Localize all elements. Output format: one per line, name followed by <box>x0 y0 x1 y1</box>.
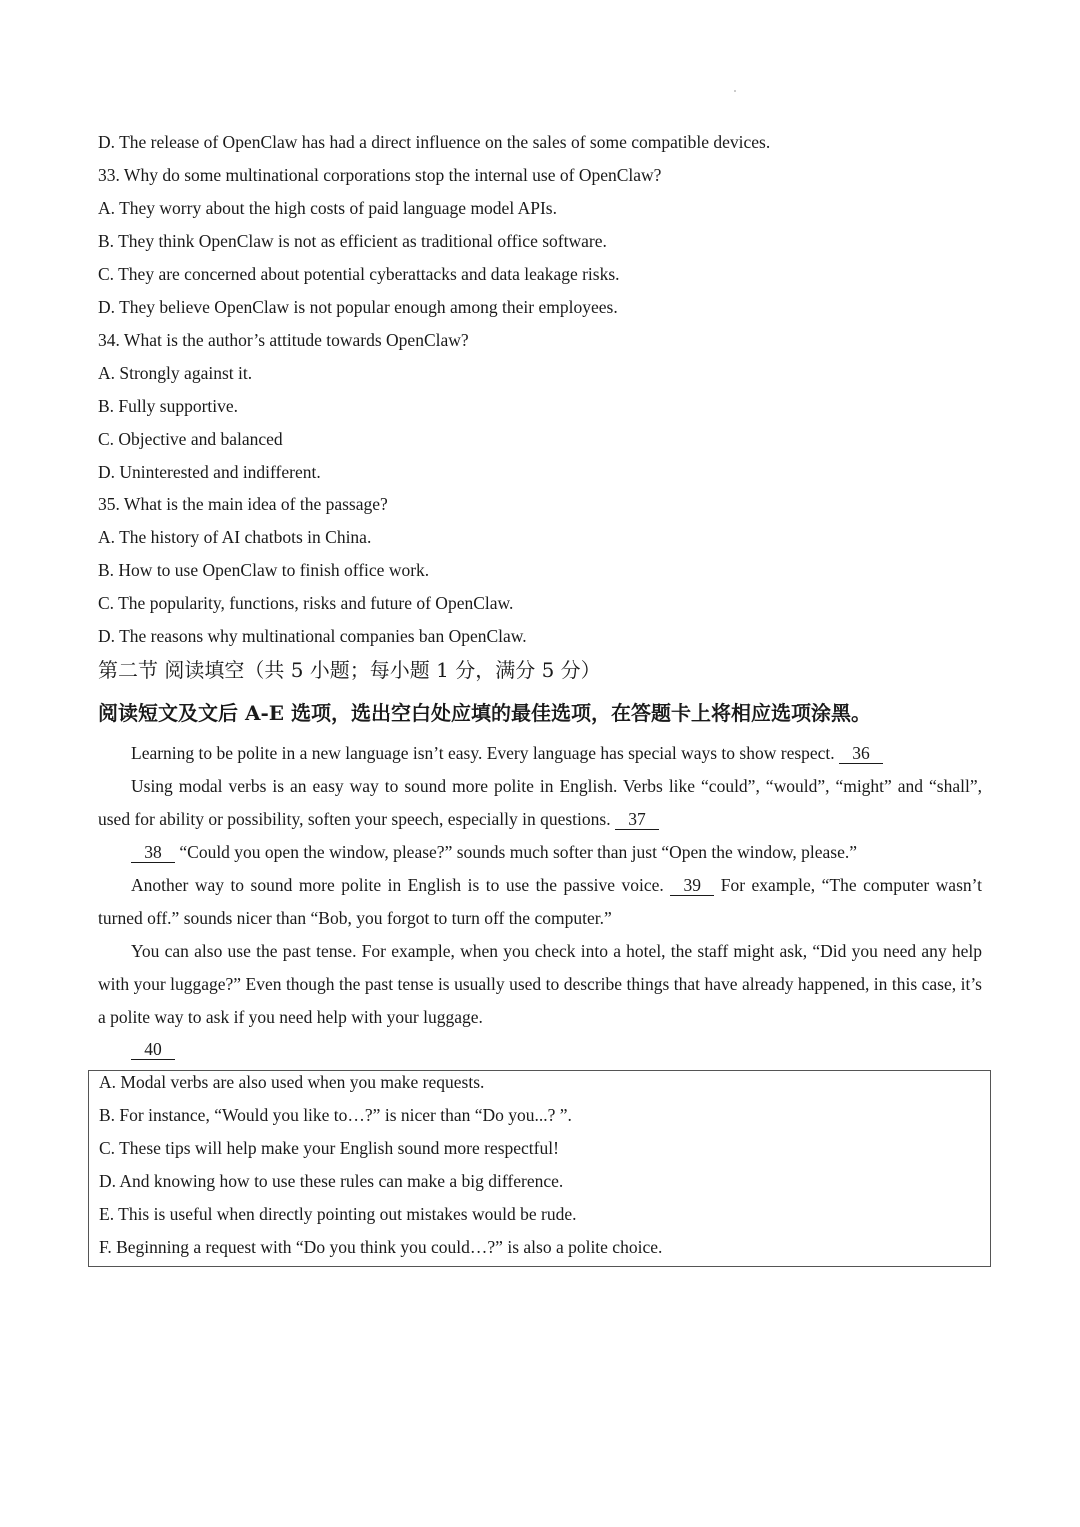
passage-text: Another way to sound more polite in English is to use the passive voice. <box>131 875 664 895</box>
section-instruction: 阅读短文及文后 A-E 选项，选出空白处应填的最佳选项，在答题卡上将相应选项涂黑。 <box>98 701 871 725</box>
q34-option-a: A. Strongly against it. <box>98 363 253 383</box>
passage-text: “Could you open the window, please?” sounds much softer than just “Open the window, please.” <box>179 842 858 862</box>
q33-option-d: D. They believe OpenClaw is not popular enough among their employees. <box>98 297 618 317</box>
q35-option-c: C. The popularity, functions, risks and future of OpenClaw. <box>98 593 514 613</box>
option-f: F. Beginning a request with “Do you think you could…?” is also a polite choice. <box>99 1237 663 1257</box>
passage-text: For example, “The computer wasn’t turned off.” sounds nicer than “Bob, you forgot to turn off the computer.” <box>98 875 983 928</box>
passage-paragraph-2 <box>98 770 982 836</box>
q34-option-d: D. Uninterested and indifferent. <box>98 462 321 482</box>
passage-paragraph-4 <box>98 869 982 935</box>
option-c: C. These tips will help make your English sound more respectful! <box>99 1138 559 1158</box>
options-box <box>88 1070 991 1267</box>
section-title: 第二节 阅读填空（共 5 小题；每小题 1 分，满分 5 分） <box>98 658 601 682</box>
passage-text: You can also use the past tense. For example, when you check into a hotel, the staff might ask, “Did you need any help with your luggage?” Even though the past tense is usually used to describe things that have already happened, in this case, it’s a polite way to ask if you need help with your luggage. <box>98 941 982 1027</box>
scan-speck <box>734 90 736 92</box>
option-e: E. This is useful when directly pointing out mistakes would be rude. <box>99 1204 577 1224</box>
blank-38: 38 <box>131 843 175 863</box>
q33-stem: 33. Why do some multinational corporations stop the internal use of OpenClaw? <box>98 165 662 185</box>
blank-40-line <box>131 1038 175 1060</box>
passage-paragraph-5 <box>98 935 982 1034</box>
passage-text: Learning to be polite in a new language isn’t easy. Every language has special ways to show respect. <box>131 743 835 763</box>
q34-stem: 34. What is the author’s attitude towards OpenClaw? <box>98 330 469 350</box>
q32-option-d: D. The release of OpenClaw has had a direct influence on the sales of some compatible devices. <box>98 132 771 152</box>
q33-option-c: C. They are concerned about potential cyberattacks and data leakage risks. <box>98 264 620 284</box>
q33-option-a: A. They worry about the high costs of paid language model APIs. <box>98 198 557 218</box>
blank-36: 36 <box>839 744 883 764</box>
q34-option-c: C. Objective and balanced <box>98 429 283 449</box>
blank-37: 37 <box>615 810 659 830</box>
option-b: B. For instance, “Would you like to…?” is nicer than “Do you...? ”. <box>99 1105 572 1125</box>
q33-option-b: B. They think OpenClaw is not as efficient as traditional office software. <box>98 231 607 251</box>
q35-option-d: D. The reasons why multinational companies ban OpenClaw. <box>98 626 527 646</box>
blank-39: 39 <box>670 876 714 896</box>
passage-paragraph-3 <box>98 836 982 869</box>
blank-40: 40 <box>131 1040 175 1060</box>
q35-option-a: A. The history of AI chatbots in China. <box>98 527 372 547</box>
option-d: D. And knowing how to use these rules can make a big difference. <box>99 1171 564 1191</box>
passage-text: Using modal verbs is an easy way to sound more polite in English. Verbs like “could”, “would”, “might” and “shall”, used for ability or possibility, soften your speech, especially in questions. <box>98 776 982 829</box>
q35-stem: 35. What is the main idea of the passage? <box>98 494 388 514</box>
q34-option-b: B. Fully supportive. <box>98 396 239 416</box>
q35-option-b: B. How to use OpenClaw to finish office work. <box>98 560 430 580</box>
passage-paragraph-1 <box>98 737 982 770</box>
option-a: A. Modal verbs are also used when you make requests. <box>99 1072 485 1092</box>
